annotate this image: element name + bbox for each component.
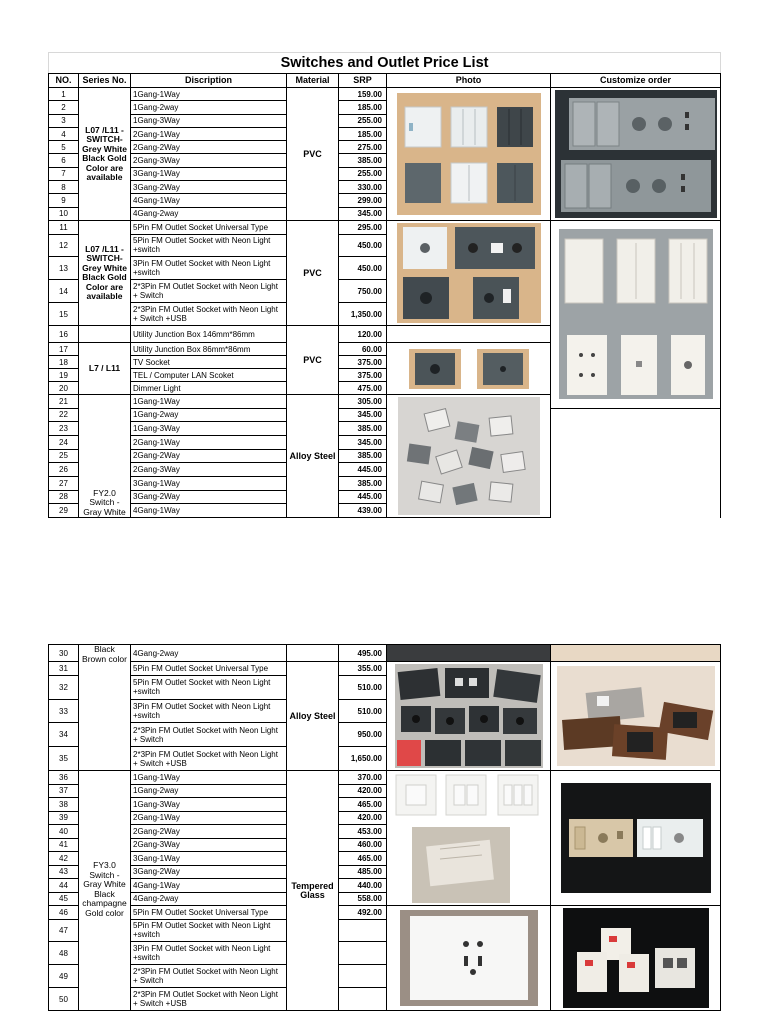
table-row	[49, 408, 721, 422]
price-table-2	[48, 644, 721, 1011]
row-no: 21	[49, 395, 79, 409]
row-description: Utility Junction Box 86mm*86mm	[131, 343, 287, 356]
table-row	[49, 463, 721, 477]
row-no: 14	[49, 280, 79, 303]
row-srp	[339, 942, 387, 965]
row-description: 5Pin FM Outlet Socket Universal Type	[131, 662, 287, 676]
row-srp: 465.00	[339, 798, 387, 812]
price-table-1	[48, 52, 721, 518]
row-description: 4Gang-1Way	[131, 194, 287, 207]
glass-outlet-photo	[400, 910, 538, 1006]
row-srp: 1,650.00	[339, 747, 387, 771]
photo-pvc-switches	[387, 88, 551, 221]
series-cell: L07 /L11 - SWITCH- Grey White Black Gold Color are available	[79, 88, 131, 221]
price-list-sheet-2	[48, 644, 720, 1011]
page-title: Switches and Outlet Price List	[49, 53, 721, 74]
row-no: 9	[49, 194, 79, 207]
row-no: 22	[49, 408, 79, 422]
row-srp: 440.00	[339, 879, 387, 893]
row-description: 2Gang-1Way	[131, 127, 287, 140]
row-description: 2*3Pin FM Outlet Socket with Neon Light + Switch +USB	[131, 747, 287, 771]
row-description: Utility Junction Box 146mm*86mm	[131, 326, 287, 343]
header-no: NO.	[49, 74, 79, 88]
customize-order-modules	[551, 906, 721, 1011]
table-row	[49, 771, 721, 785]
row-no: 25	[49, 449, 79, 463]
row-no: 13	[49, 257, 79, 280]
row-description: 3Pin FM Outlet Socket with Neon Light +switch	[131, 699, 287, 723]
row-srp: 275.00	[339, 141, 387, 154]
row-description: 2Gang-3Way	[131, 838, 287, 852]
table-row	[49, 662, 721, 676]
table-row	[49, 504, 721, 518]
row-description: 1Gang-2way	[131, 784, 287, 798]
row-no: 46	[49, 906, 79, 920]
row-srp: 345.00	[339, 207, 387, 220]
row-description: 2Gang-1Way	[131, 435, 287, 449]
row-no: 34	[49, 723, 79, 747]
row-description: 1Gang-2way	[131, 408, 287, 422]
row-description: 1Gang-2way	[131, 101, 287, 114]
table-row	[49, 422, 721, 436]
photo-alloy-outlets	[387, 662, 551, 771]
photo-glass-switches	[387, 771, 551, 906]
material-cell: Tempered Glass	[287, 771, 339, 1011]
header-srp: SRP	[339, 74, 387, 88]
row-description: 5Pin FM Outlet Socket with Neon Light +switch	[131, 234, 287, 257]
row-no: 2	[49, 101, 79, 114]
row-description: 3Gang-1Way	[131, 167, 287, 180]
row-srp: 465.00	[339, 852, 387, 866]
photo-pvc-utility	[387, 343, 551, 395]
row-no: 48	[49, 942, 79, 965]
utility-sockets-photo	[409, 349, 529, 389]
row-srp	[339, 919, 387, 942]
custom-panel-photo	[555, 90, 717, 218]
row-description: 2*3Pin FM Outlet Socket with Neon Light + Switch	[131, 723, 287, 747]
row-srp: 255.00	[339, 114, 387, 127]
row-no: 16	[49, 326, 79, 343]
row-no: 40	[49, 825, 79, 839]
table-row	[49, 906, 721, 920]
material-cell-empty	[287, 645, 339, 662]
header-description: Discription	[131, 74, 287, 88]
table-row	[49, 435, 721, 449]
row-no: 42	[49, 852, 79, 866]
row-no: 17	[49, 343, 79, 356]
row-description: 3Pin FM Outlet Socket with Neon Light +switch	[131, 942, 287, 965]
table-row	[49, 449, 721, 463]
row-no: 18	[49, 356, 79, 369]
row-description: 2Gang-2Way	[131, 141, 287, 154]
table-row	[49, 88, 721, 101]
row-description: 2Gang-1Way	[131, 811, 287, 825]
row-no: 36	[49, 771, 79, 785]
photo-alloy-switches	[387, 395, 551, 518]
row-description: 2*3Pin FM Outlet Socket with Neon Light + Switch	[131, 280, 287, 303]
row-description: TV Socket	[131, 356, 287, 369]
row-description: 1Gang-3Way	[131, 422, 287, 436]
row-no: 45	[49, 892, 79, 906]
row-no: 33	[49, 699, 79, 723]
row-no: 26	[49, 463, 79, 477]
row-no: 49	[49, 965, 79, 988]
row-srp: 420.00	[339, 811, 387, 825]
row-description: 2Gang-3Way	[131, 154, 287, 167]
row-srp: 60.00	[339, 343, 387, 356]
table-row	[49, 221, 721, 235]
row-description: Dimmer Light	[131, 382, 287, 395]
row-no: 41	[49, 838, 79, 852]
row-no: 5	[49, 141, 79, 154]
row-srp: 295.00	[339, 221, 387, 235]
row-srp: 185.00	[339, 101, 387, 114]
modules-photo	[563, 908, 709, 1008]
row-no: 27	[49, 476, 79, 490]
pvc-switches-photo	[397, 93, 541, 215]
row-srp: 439.00	[339, 504, 387, 518]
row-description: 1Gang-1Way	[131, 771, 287, 785]
row-srp: 492.00	[339, 906, 387, 920]
row-srp: 1,350.00	[339, 303, 387, 326]
row-no: 23	[49, 422, 79, 436]
row-srp: 185.00	[339, 127, 387, 140]
row-srp: 420.00	[339, 784, 387, 798]
row-srp: 445.00	[339, 463, 387, 477]
row-description: 3Gang-2Way	[131, 865, 287, 879]
row-no: 35	[49, 747, 79, 771]
row-description: 5Pin FM Outlet Socket Universal Type	[131, 906, 287, 920]
row-description: 5Pin FM Outlet Socket with Neon Light +switch	[131, 676, 287, 700]
header-series: Series No.	[79, 74, 131, 88]
material-cell: PVC	[287, 88, 339, 221]
row-srp: 355.00	[339, 662, 387, 676]
material-cell: PVC	[287, 221, 339, 326]
row-description: 2*3Pin FM Outlet Socket with Neon Light + Switch	[131, 965, 287, 988]
row-srp: 385.00	[339, 449, 387, 463]
row-description: 4Gang-2way	[131, 892, 287, 906]
row-no: 6	[49, 154, 79, 167]
photo-pvc-outlets	[387, 221, 551, 326]
white-panels-photo	[559, 229, 713, 399]
row-description: 2*3Pin FM Outlet Socket with Neon Light + Switch +USB	[131, 303, 287, 326]
table-row	[49, 476, 721, 490]
row-srp: 460.00	[339, 838, 387, 852]
row-srp	[339, 965, 387, 988]
row-description: TEL / Computer LAN Scoket	[131, 369, 287, 382]
row-no: 4	[49, 127, 79, 140]
row-description: 4Gang-1Way	[131, 879, 287, 893]
row-no: 30	[49, 645, 79, 662]
customize-order-white	[551, 221, 721, 409]
customize-order-glass	[551, 771, 721, 906]
row-no: 43	[49, 865, 79, 879]
photo-empty	[387, 326, 551, 343]
material-cell: Alloy Steel	[287, 662, 339, 771]
row-srp: 450.00	[339, 234, 387, 257]
row-no: 15	[49, 303, 79, 326]
row-no: 24	[49, 435, 79, 449]
row-description: 2Gang-3Way	[131, 463, 287, 477]
row-srp: 345.00	[339, 435, 387, 449]
row-srp: 950.00	[339, 723, 387, 747]
row-srp: 370.00	[339, 771, 387, 785]
table-row	[49, 645, 721, 662]
customize-order-pvc	[551, 88, 721, 221]
row-description: 3Gang-2Way	[131, 490, 287, 504]
row-no: 12	[49, 234, 79, 257]
row-description: 2Gang-2Way	[131, 449, 287, 463]
row-no: 29	[49, 504, 79, 518]
row-srp: 375.00	[339, 356, 387, 369]
row-description: 4Gang-2way	[131, 645, 287, 662]
header-customize-order: Customize order	[551, 74, 721, 88]
row-srp: 450.00	[339, 257, 387, 280]
row-description: 2*3Pin FM Outlet Socket with Neon Light + Switch +USB	[131, 988, 287, 1011]
row-description: 3Gang-2Way	[131, 181, 287, 194]
row-srp: 299.00	[339, 194, 387, 207]
wood-panels-photo	[557, 666, 715, 766]
row-description: 1Gang-3Way	[131, 798, 287, 812]
customize-order-wood	[551, 662, 721, 771]
row-description: 3Gang-1Way	[131, 476, 287, 490]
row-no: 10	[49, 207, 79, 220]
series-cell: L07 /L11 - SWITCH- Grey White Black Gold Color are available	[79, 221, 131, 326]
row-srp: 385.00	[339, 422, 387, 436]
row-srp: 120.00	[339, 326, 387, 343]
row-srp: 445.00	[339, 490, 387, 504]
row-description: 5Pin FM Outlet Socket Universal Type	[131, 221, 287, 235]
row-no: 28	[49, 490, 79, 504]
row-srp: 558.00	[339, 892, 387, 906]
row-no: 44	[49, 879, 79, 893]
row-no: 1	[49, 88, 79, 101]
row-description: 4Gang-2way	[131, 207, 287, 220]
row-no: 20	[49, 382, 79, 395]
row-description: 4Gang-1Way	[131, 504, 287, 518]
row-srp: 375.00	[339, 369, 387, 382]
row-srp	[339, 988, 387, 1011]
alloy-switches-photo	[398, 397, 540, 515]
row-no: 31	[49, 662, 79, 676]
row-no: 7	[49, 167, 79, 180]
row-no: 32	[49, 676, 79, 700]
row-description: 2Gang-2Way	[131, 825, 287, 839]
row-description: 5Pin FM Outlet Socket with Neon Light +switch	[131, 919, 287, 942]
row-srp: 510.00	[339, 699, 387, 723]
material-cell: PVC	[287, 326, 339, 395]
glass-switches-photo	[394, 773, 544, 903]
row-no: 11	[49, 221, 79, 235]
row-srp: 345.00	[339, 408, 387, 422]
row-srp: 385.00	[339, 476, 387, 490]
row-description: 1Gang-1Way	[131, 88, 287, 101]
series-cell: L7 / L11	[79, 343, 131, 395]
row-description: 3Pin FM Outlet Socket with Neon Light +switch	[131, 257, 287, 280]
row-srp: 510.00	[339, 676, 387, 700]
series-cell-empty	[79, 326, 131, 343]
price-list-sheet-1	[48, 52, 720, 518]
material-cell: Alloy Steel	[287, 395, 339, 518]
row-no: 3	[49, 114, 79, 127]
row-no: 8	[49, 181, 79, 194]
row-srp: 485.00	[339, 865, 387, 879]
pvc-outlets-photo	[397, 223, 541, 323]
series-cell: Black Brown color	[79, 645, 131, 771]
row-no: 47	[49, 919, 79, 942]
customize-strip	[551, 645, 721, 662]
row-no: 37	[49, 784, 79, 798]
row-srp: 159.00	[339, 88, 387, 101]
table-row	[49, 490, 721, 504]
photo-strip	[387, 645, 551, 662]
row-srp: 475.00	[339, 382, 387, 395]
row-srp: 453.00	[339, 825, 387, 839]
row-description: 3Gang-1Way	[131, 852, 287, 866]
row-description: 1Gang-3Way	[131, 114, 287, 127]
row-description: 1Gang-1Way	[131, 395, 287, 409]
header-photo: Photo	[387, 74, 551, 88]
row-no: 50	[49, 988, 79, 1011]
row-srp: 385.00	[339, 154, 387, 167]
alloy-outlets-photo	[395, 664, 543, 768]
row-srp: 495.00	[339, 645, 387, 662]
series-cell: FY3.0 Switch - Gray White Black champagne Gold color	[79, 771, 131, 1011]
row-no: 19	[49, 369, 79, 382]
row-no: 38	[49, 798, 79, 812]
photo-glass-outlets	[387, 906, 551, 1011]
row-srp: 330.00	[339, 181, 387, 194]
row-no: 39	[49, 811, 79, 825]
row-srp: 305.00	[339, 395, 387, 409]
row-srp: 255.00	[339, 167, 387, 180]
glass-panels-photo	[561, 783, 711, 893]
row-srp: 750.00	[339, 280, 387, 303]
series-cell: FY2.0 Switch - Gray White	[79, 395, 131, 518]
header-material: Material	[287, 74, 339, 88]
